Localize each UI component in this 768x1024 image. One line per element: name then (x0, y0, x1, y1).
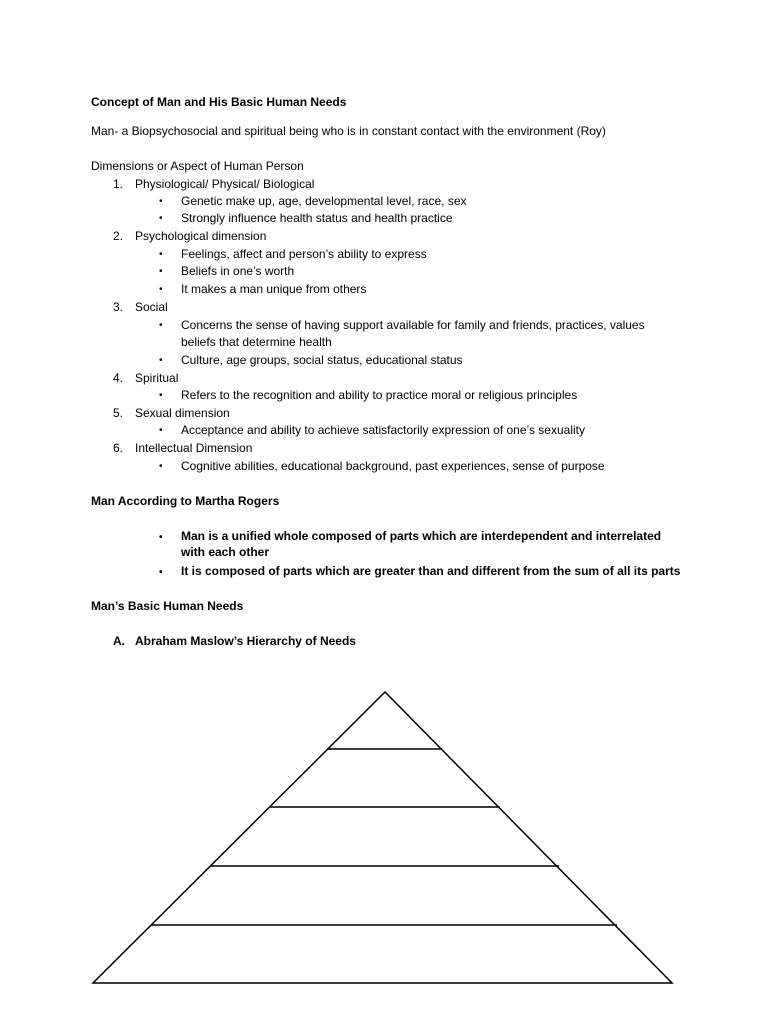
bullet-icon: • (159, 196, 163, 207)
bullet-icon: • (159, 213, 163, 224)
list-item: Beliefs in one’s worth (181, 264, 295, 278)
list-item: Cognitive abilities, educational background, past experiences, sense of purpose (181, 459, 605, 473)
bullet-icon: • (159, 567, 163, 578)
bullet-icon: • (159, 249, 163, 260)
dimension-label: Physiological/ Physical/ Biological (135, 177, 315, 191)
list-item: It is composed of parts which are greater than and different from the sum of all its parts (181, 564, 681, 578)
list-item: Acceptance and ability to achieve satisfactorily expression of one’s sexuality (181, 423, 585, 437)
bullet-icon: • (159, 532, 163, 543)
list-number: 1. (113, 177, 124, 191)
dimension-label: Sexual dimension (135, 406, 230, 420)
bullet-icon: • (159, 355, 163, 366)
list-item: It makes a man unique from others (181, 282, 367, 296)
list-item: Refers to the recognition and ability to practice moral or religious principles (181, 388, 578, 402)
dimensions-heading: Dimensions or Aspect of Human Person (91, 159, 304, 173)
dimension-label: Psychological dimension (135, 229, 267, 243)
list-number: 3. (113, 300, 124, 314)
bullet-icon: • (159, 320, 163, 331)
section-letter: A. (113, 634, 125, 648)
maslow-heading: Abraham Maslow’s Hierarchy of Needs (135, 634, 356, 648)
list-number: 5. (113, 406, 124, 420)
dimension-label: Social (135, 300, 168, 314)
man-definition: Man- a Biopsychosocial and spiritual being who is in constant contact with the environment (Roy) (91, 124, 606, 138)
list-item: Culture, age groups, social status, educational status (181, 353, 463, 367)
list-item: Concerns the sense of having support available for family and friends, practices, values (181, 318, 645, 332)
list-number: 2. (113, 229, 124, 243)
list-item-continuation: with each other (181, 545, 270, 559)
bullet-icon: • (159, 425, 163, 436)
pyramid-outline (93, 692, 672, 983)
list-number: 4. (113, 371, 124, 385)
dimension-label: Intellectual Dimension (135, 441, 253, 455)
list-number: 6. (113, 441, 124, 455)
document-title: Concept of Man and His Basic Human Needs (91, 95, 347, 109)
list-item: Feelings, affect and person’s ability to express (181, 247, 427, 261)
needs-heading: Man’s Basic Human Needs (91, 599, 244, 613)
bullet-icon: • (159, 390, 163, 401)
bullet-icon: • (159, 266, 163, 277)
rogers-heading: Man According to Martha Rogers (91, 494, 280, 508)
list-item: Man is a unified whole composed of parts which are interdependent and interrelated (181, 529, 662, 543)
bullet-icon: • (159, 284, 163, 295)
list-item: Genetic make up, age, developmental level, race, sex (181, 194, 467, 208)
list-item-continuation: beliefs that determine health (181, 335, 332, 349)
list-item: Strongly influence health status and health practice (181, 211, 453, 225)
bullet-icon: • (159, 461, 163, 472)
dimension-label: Spiritual (135, 371, 179, 385)
